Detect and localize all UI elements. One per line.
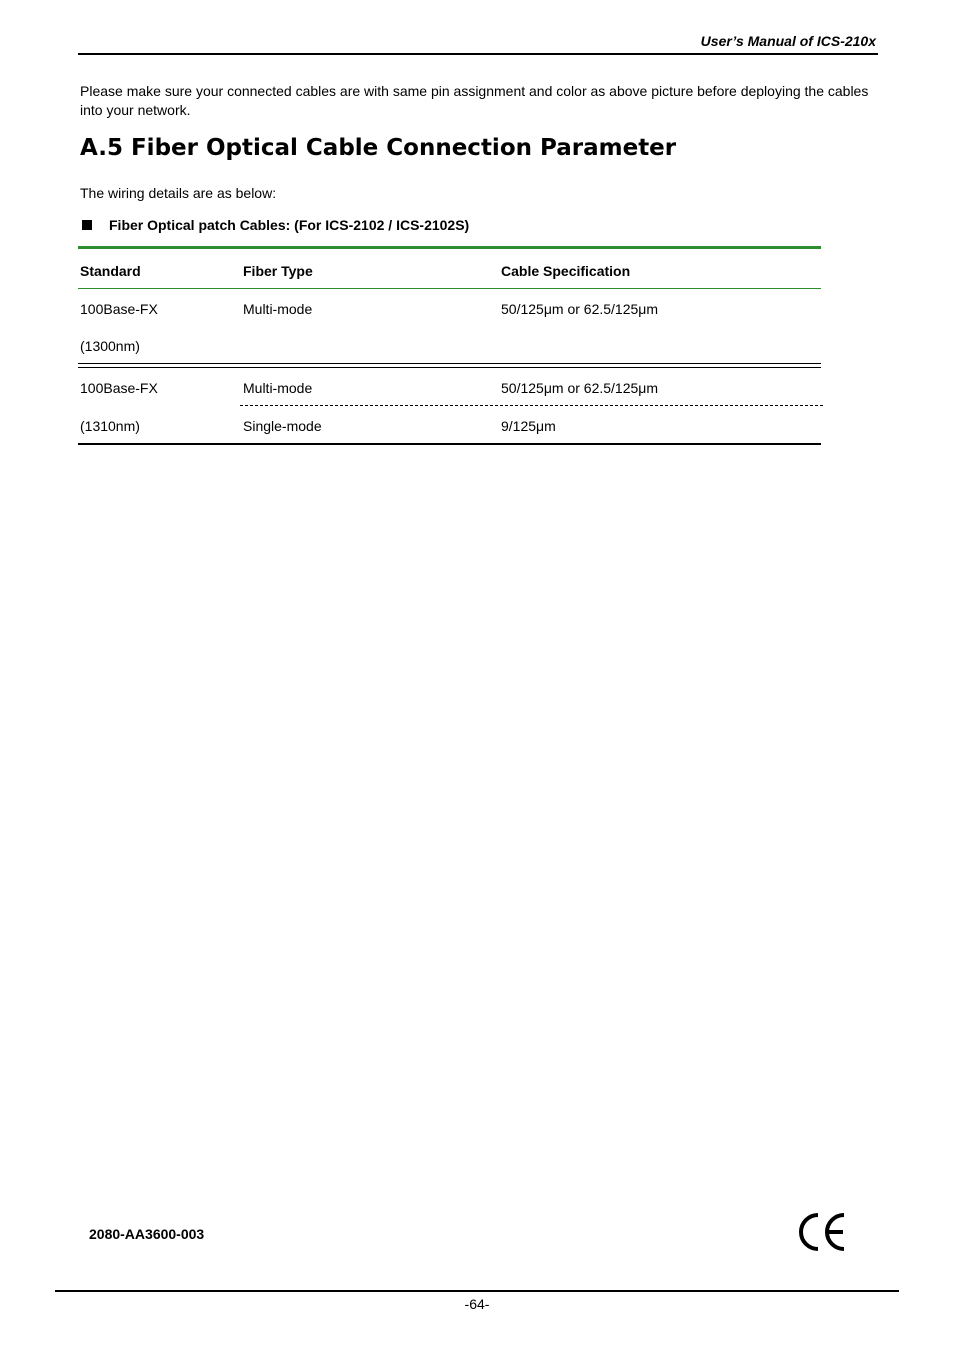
- ce-mark-icon: [796, 1211, 848, 1258]
- cell-cable-spec: 9/125μm: [501, 418, 556, 434]
- header-rule: [78, 53, 878, 55]
- cell-cable-spec: 50/125μm or 62.5/125μm: [501, 301, 659, 317]
- bullet-text: Fiber Optical patch Cables: (For ICS-2102 / ICS-2102S): [109, 217, 470, 233]
- bullet-item: [80, 217, 469, 233]
- table-row: [78, 326, 821, 363]
- bullet-square-icon: [82, 220, 92, 230]
- header-standard: Standard: [80, 263, 141, 279]
- running-header-title: User’s Manual of ICS-210x: [700, 33, 876, 49]
- table-bottom-rule: [78, 443, 821, 445]
- document-code: 2080-AA3600-003: [89, 1226, 205, 1242]
- cell-fiber-type: Multi-mode: [243, 301, 313, 317]
- header-fiber-type: Fiber Type: [243, 263, 313, 279]
- table-row: [78, 368, 821, 405]
- fiber-cable-table: [78, 246, 821, 445]
- cell-standard: 100Base-FX: [80, 380, 158, 396]
- cell-fiber-type: Multi-mode: [243, 380, 313, 396]
- section-title: A.5 Fiber Optical Cable Connection Parameter: [80, 135, 677, 161]
- page-number: -64-: [464, 1296, 490, 1312]
- table-row: [78, 406, 821, 443]
- cell-cable-spec: 50/125μm or 62.5/125μm: [501, 380, 659, 396]
- table-header-row: [78, 249, 821, 288]
- intro-paragraph: Please make sure your connected cables are with same pin assignment and color as above picture before deploying the cables into your network.: [80, 83, 869, 118]
- table-row: [78, 289, 821, 326]
- cell-fiber-type: Single-mode: [243, 418, 322, 434]
- cell-standard: (1310nm): [80, 418, 140, 434]
- wiring-text: The wiring details are as below:: [80, 185, 277, 201]
- cell-standard: (1300nm): [80, 338, 140, 354]
- header-cable-spec: Cable Specification: [501, 263, 631, 279]
- footer-rule: [55, 1290, 899, 1292]
- cell-standard: 100Base-FX: [80, 301, 158, 317]
